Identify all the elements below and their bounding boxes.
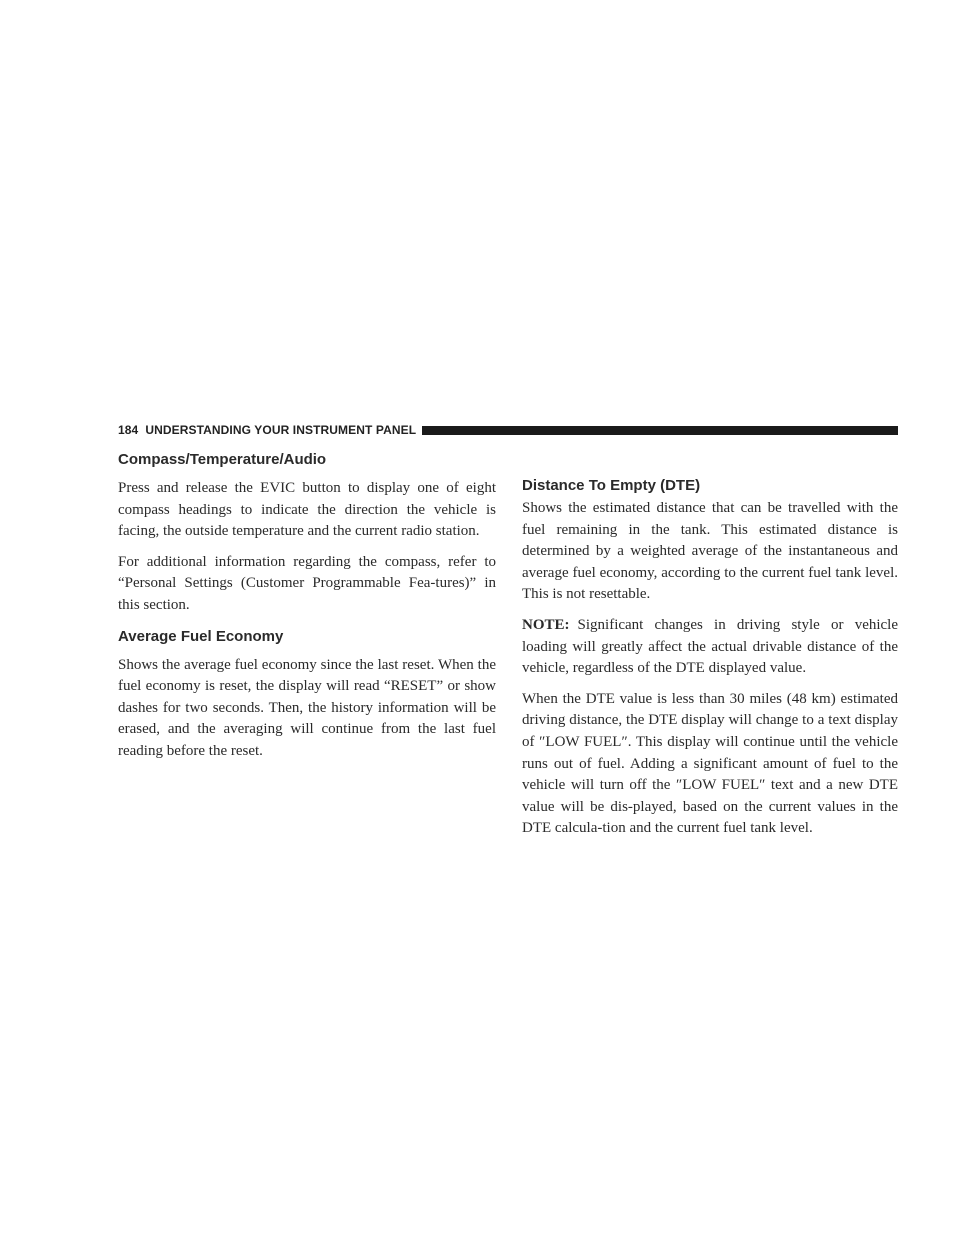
page-number: 184 [118, 423, 139, 437]
section-title: UNDERSTANDING YOUR INSTRUMENT PANEL [145, 423, 417, 437]
note-text: Significant changes in driving style or vehicle loading will greatly affect the actual drivable distance of the vehicle, regardless of the DTE displayed value. [522, 616, 898, 677]
paragraph-fuel-economy: Shows the average fuel economy since the last reset. When the fuel economy is reset, the display will read “RESET” or show dashes for two seconds. Then, the history information will be erased, and the averaging will continue from the last fuel reading before the reset. [118, 656, 496, 759]
paragraph-compass-2: For additional information regarding the compass, refer to “Personal Settings (Customer Programmable Fea-tures)” in this section. [118, 553, 496, 613]
heading-compass-temperature-audio: Compass/Temperature/Audio [118, 451, 327, 468]
heading-average-fuel-economy: Average Fuel Economy [118, 627, 284, 645]
paragraph-dte-1: Shows the estimated distance that can be travelled with the fuel remaining in the tank. This estimated distance is determined by a weighted average of the instantaneous and average fuel economy, according to the current fuel tank level. This is not resettable. [522, 500, 898, 603]
paragraph-dte-2: When the DTE value is less than 30 miles (48 km) estimated driving distance, the DTE display will change to a text display of ″LOW FUEL″. This display will continue until the vehicle runs out of fuel. Adding a significant amount of fuel to the vehicle will turn off the ″LOW FUEL″ text and a new DTE value will be dis-played, based on the current values in the DTE calcula-tion and the current fuel tank level. [522, 690, 898, 837]
heading-distance-to-empty: Distance To Empty (DTE) [522, 477, 701, 494]
page-header [118, 422, 898, 438]
paragraph-compass-1: Press and release the EVIC button to display one of eight compass headings to indicate the direction the vehicle is facing, the outside temperature and the current radio station. [118, 480, 496, 540]
left-column [118, 450, 496, 772]
note-label: NOTE: [522, 616, 570, 633]
header-rule [422, 426, 898, 435]
note-paragraph [522, 615, 898, 680]
right-column [522, 476, 898, 849]
